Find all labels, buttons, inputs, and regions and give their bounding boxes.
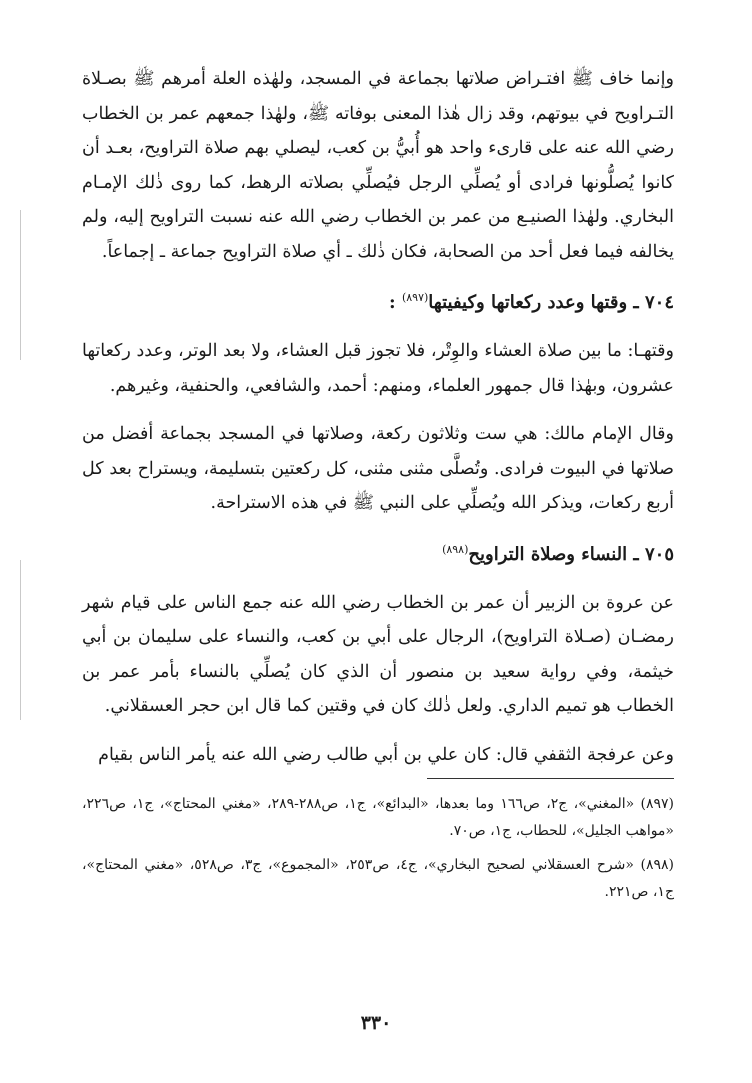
paragraph-malik: وقال الإمام مالك: هي ست وثلاثون ركعة، وصلاتها في المسجد بجماعة أفضل من صلاتها في البيوت فرادى. وتُصلَّى مثنى مثنى، كل ركعتين بتسليمة، ويستراح بعد كل أربع ركعات، ويذكر الله ويُصلِّي على النبي ﷺ في هذه الاستراحة. xyxy=(82,424,674,513)
margin-line-upper xyxy=(20,210,21,360)
section-heading-704-text: ٧٠٤ ـ وقتها وعدد ركعاتها وكيفيتها xyxy=(428,292,674,313)
paragraph-timing: وقتهـا: ما بين صلاة العشاء والوِتْر، فلا تجوز قبل العشاء، ولا بعد الوتر، وعدد ركعاتها عشرون، وبهٰذا قال جمهور العلماء، ومنهم: أحمد، والشافعي، والحنفية، وغيرهم. xyxy=(82,341,674,396)
paragraph-arfaja: وعن عرفجة الثقفي قال: كان علي بن أبي طالب رضي الله عنه يأمر الناس بقيام xyxy=(98,744,674,765)
margin-line-lower xyxy=(20,560,21,720)
page-number: ٣٣٠ xyxy=(360,1012,392,1034)
section-heading-705 xyxy=(82,535,674,570)
paragraph-intro: وإنما خاف ﷺ افتـراض صلاتها بجماعة في المسجد، ولهٰذه العلة أمرهم ﷺ بصـلاة التـراويح في بيوتهم، وقد زال هٰذا المعنى بوفاته ﷺ، ولهٰذا جمعهم عمر بن الخطاب رضي الله عنه على قارىء واحد هو أُبيُّ بن كعب، ليصلي بهم صلاة التراويح، بعـد أن كانوا يُصلُّونها فرادى أو يُصلِّي الرجل فيُصلِّي بصلاته الرهط، كما روى ذٰلك الإمـام البخاري. ولهٰذا الصنيـع من عمر بن الخطاب رضي الله عنه نسبت التراويح إليه، ولم يخالفه فيما فعل أحد من الصحابة، فكان ذٰلك ـ أي صلاة التراويح جماعة ـ إجماعاً. xyxy=(82,69,674,262)
section-heading-704-colon: : xyxy=(389,292,396,313)
paragraph-women: عن عروة بن الزبير أن عمر بن الخطاب رضي الله عنه جمع الناس على قيام شهر رمضـان (صـلاة التراويح)، الرجال على أبي بن كعب، والنساء على سليمان بن أبي خيثمة، وفي رواية سعيد بن منصور أن الذي كان يُصلِّي بالنساء بأمر عمر بن الخطاب هو تميم الداري. ولعل ذٰلك كان في وقتين كما قال ابن حجر العسقلاني. xyxy=(82,592,674,716)
footnote-897: (٨٩٧) «المغني»، ج٢، ص١٦٦ وما بعدها، «البدائع»، ج١، ص٢٨٨-٢٨٩، «مغني المحتاج»، ج١، ص٢٢٦، «مواهب الجليل»، للحطاب، ج١، ص٧٠. xyxy=(82,796,674,839)
section-heading-704 xyxy=(82,283,674,318)
footnote-ref-898[interactable]: (٨٩٨) xyxy=(442,542,469,556)
footnote-898: (٨٩٨) «شرح العسقلاني لصحيح البخاري»، ج٤، ص٢٥٣، «المجموع»، ج٣، ص٥٢٨، «مغني المحتاج»، ج١، ص٢٢١. xyxy=(82,857,674,900)
section-heading-705-text: ٧٠٥ ـ النساء وصلاة التراويح xyxy=(468,543,674,565)
footnote-ref-897[interactable]: (٨٩٧) xyxy=(401,291,429,304)
footnote-separator xyxy=(427,778,674,779)
